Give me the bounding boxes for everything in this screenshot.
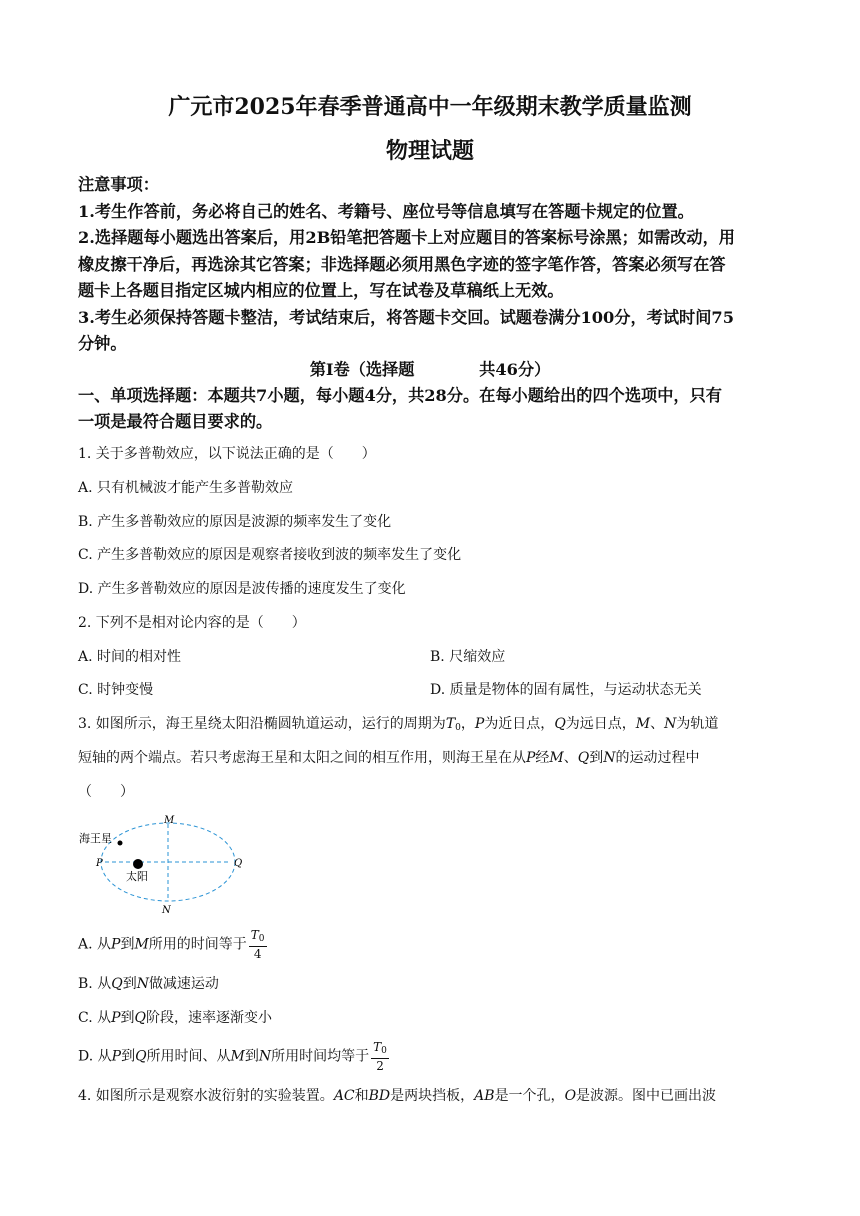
q2-option-d: D. 质量是物体的固有属性，与运动状态无关 (430, 682, 702, 698)
q1-option-a: A. 只有机械波才能产生多普勒效应 (78, 480, 294, 496)
q2-option-b: B. 尺缩效应 (430, 649, 506, 665)
exam-title: 广元市2025年春季普通高中一年级期末教学质量监测 (168, 94, 692, 120)
q3-option-c: C. 从P到Q阶段，速率逐渐变小 (78, 1010, 273, 1026)
notice-line-5: 3.考生必须保持答题卡整洁，考试结束后，将答题卡交回。试题卷满分100分，考试时间75 (78, 308, 734, 327)
planet-label: 海王星 (79, 832, 112, 845)
q1-option-c: C. 产生多普勒效应的原因是观察者接收到波的频率发生了变化 (78, 547, 462, 563)
point-m-label: M (164, 815, 175, 826)
q3-stem-line-3: （ ） (78, 784, 134, 800)
q2-option-a: A. 时间的相对性 (78, 649, 182, 665)
fraction-t0-over-2: $\frac{T_0}{2}$ (373, 1040, 387, 1073)
q3-option-b: B. 从Q到N做减速运动 (78, 976, 219, 992)
q2-option-c: C. 时钟变慢 (78, 682, 154, 698)
q1-option-d: D. 产生多普勒效应的原因是波传播的速度发生了变化 (78, 581, 406, 597)
section-title: 第Ⅰ卷（选择题 共46分） (309, 360, 551, 379)
notice-line-4: 题卡上各题目指定区城内相应的位置上，写在试卷及草稿纸上无效。 (78, 281, 564, 300)
q1-option-b: B. 产生多普勒效应的原因是波源的频率发生了变化 (78, 514, 392, 530)
notice-line-6: 分钟。 (78, 334, 127, 353)
sun-dot (133, 859, 143, 869)
section-instruction-2: 一项是最符合题目要求的。 (78, 412, 273, 431)
notice-line-1: 1.考生作答前，务必将自己的姓名、考籍号、座位号等信息填写在答题卡规定的位置。 (78, 202, 694, 221)
sun-label: 太阳 (126, 870, 148, 883)
section-instruction-1: 一、单项选择题：本题共7小题，每小题4分，共28分。在每小题给出的四个选项中，只有 (78, 386, 722, 405)
planet-dot (118, 841, 123, 846)
point-q-label: Q (234, 858, 243, 869)
notice-heading: 注意事项： (78, 175, 159, 194)
q4-stem: 4. 如图所示是观察水波衍射的实验装置。AC和BD是两块挡板，AB是一个孔，O是波源。图中已画出波 (78, 1088, 717, 1104)
q3-stem-line-2: 短轴的两个端点。若只考虑海王星和太阳之间的相互作用，则海王星在从P经M、Q到N的运动过程中 (78, 750, 700, 766)
point-p-label: P (96, 858, 103, 869)
orbit-diagram (76, 812, 256, 918)
point-n-label: N (162, 905, 171, 916)
q3-option-a: A. 从P到M所用的时间等于 $\frac{T_0}{4}$ (78, 928, 265, 961)
notice-line-3: 橡皮擦干净后，再选涂其它答案；非选择题必须用黑色字迹的签字笔作答，答案必须写在答 (78, 255, 726, 274)
exam-subtitle: 物理试题 (385, 138, 474, 164)
notice-line-2: 2.选择题每小题选出答案后，用2B铅笔把答题卡上对应题目的答案标号涂黑；如需改动，用 (78, 228, 735, 247)
q3-stem-line-1: 3. 如图所示，海王星绕太阳沿椭圆轨道运动，运行的周期为$T_0$，P为近日点，Q为远日点，M、N为轨道 (78, 716, 719, 733)
q1-stem: 1. 关于多普勒效应，以下说法正确的是（ ） (78, 446, 376, 462)
q2-stem: 2. 下列不是相对论内容的是（ ） (78, 615, 306, 631)
fraction-t0-over-4: $\frac{T_0}{4}$ (250, 928, 265, 961)
q3-option-d: D. 从P到Q所用时间、从M到N所用时间均等于 $\frac{T_0}{2}$ (78, 1040, 387, 1073)
